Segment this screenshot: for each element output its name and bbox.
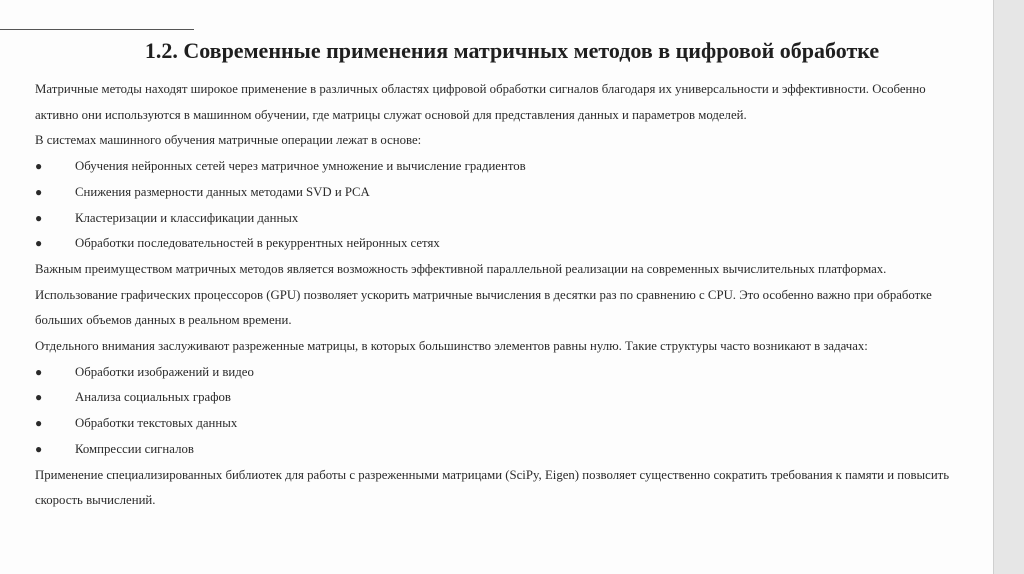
sparse-bullet-list (35, 360, 970, 463)
list-item-text: Снижения размерности данных методами SVD и PCA (75, 184, 370, 199)
list-item (35, 180, 970, 206)
ml-bullet-list (35, 154, 970, 257)
list-item-text: Компрессии сигналов (75, 441, 194, 456)
list-item (35, 360, 970, 386)
bullet-icon: ● (35, 159, 43, 174)
closing-paragraph: Применение специализированных библиотек для работы с разреженными матрицами (SciPy, Eigen) позволяет существенно сократить требования к памяти и повысить скорость вычислений. (35, 467, 950, 508)
slide-body (35, 77, 970, 514)
sparse-lead-paragraph: Отдельного внимания заслуживают разреженные матрицы, в которых большинство элементов равны нулю. Такие структуры часто возникают в задачах: (35, 339, 868, 354)
list-item (35, 154, 970, 180)
list-item-text: Кластеризации и классификации данных (75, 210, 299, 225)
bullet-icon: ● (35, 236, 43, 251)
list-item (35, 231, 970, 257)
list-item-text: Обработки изображений и видео (75, 364, 254, 379)
ml-lead-paragraph: В системах машинного обучения матричные операции лежат в основе: (35, 133, 422, 148)
list-item (35, 206, 970, 232)
bullet-icon: ● (35, 184, 43, 199)
slide-title: 1.2. Современные применения матричных методов в цифровой обработке (144, 38, 880, 63)
list-item-text: Обучения нейронных сетей через матричное умножение и вычисление градиентов (75, 159, 526, 174)
bullet-icon: ● (35, 390, 43, 405)
list-item (35, 437, 970, 463)
intro-paragraph: Матричные методы находят широкое применение в различных областях цифровой обработки сигналов благодаря их универсальности и эффективности. Особенно активно они используются в машинном обучении, где матрицы служат основой для представления данных и параметров моделей. (35, 82, 926, 122)
bullet-icon: ● (35, 210, 43, 225)
right-scrollbar-area[interactable] (993, 0, 1024, 574)
list-item (35, 411, 970, 437)
list-item (35, 385, 970, 411)
header-divider (0, 29, 194, 30)
bullet-icon: ● (35, 441, 43, 456)
parallel-paragraph: Важным преимуществом матричных методов является возможность эффективной параллельной реализации на современных вычислительных платформах. Использование графических процессоров (GPU) позволяет ускорить матричные вычисления в десятки раз по сравнению с CPU. Это особенно важно при обработке больших объемов данных в реальном времени. (35, 261, 932, 328)
list-item-text: Анализа социальных графов (75, 390, 231, 405)
list-item-text: Обработки последовательностей в рекуррентных нейронных сетях (75, 236, 440, 251)
bullet-icon: ● (35, 364, 43, 379)
list-item-text: Обработки текстовых данных (75, 416, 238, 431)
bullet-icon: ● (35, 416, 43, 431)
